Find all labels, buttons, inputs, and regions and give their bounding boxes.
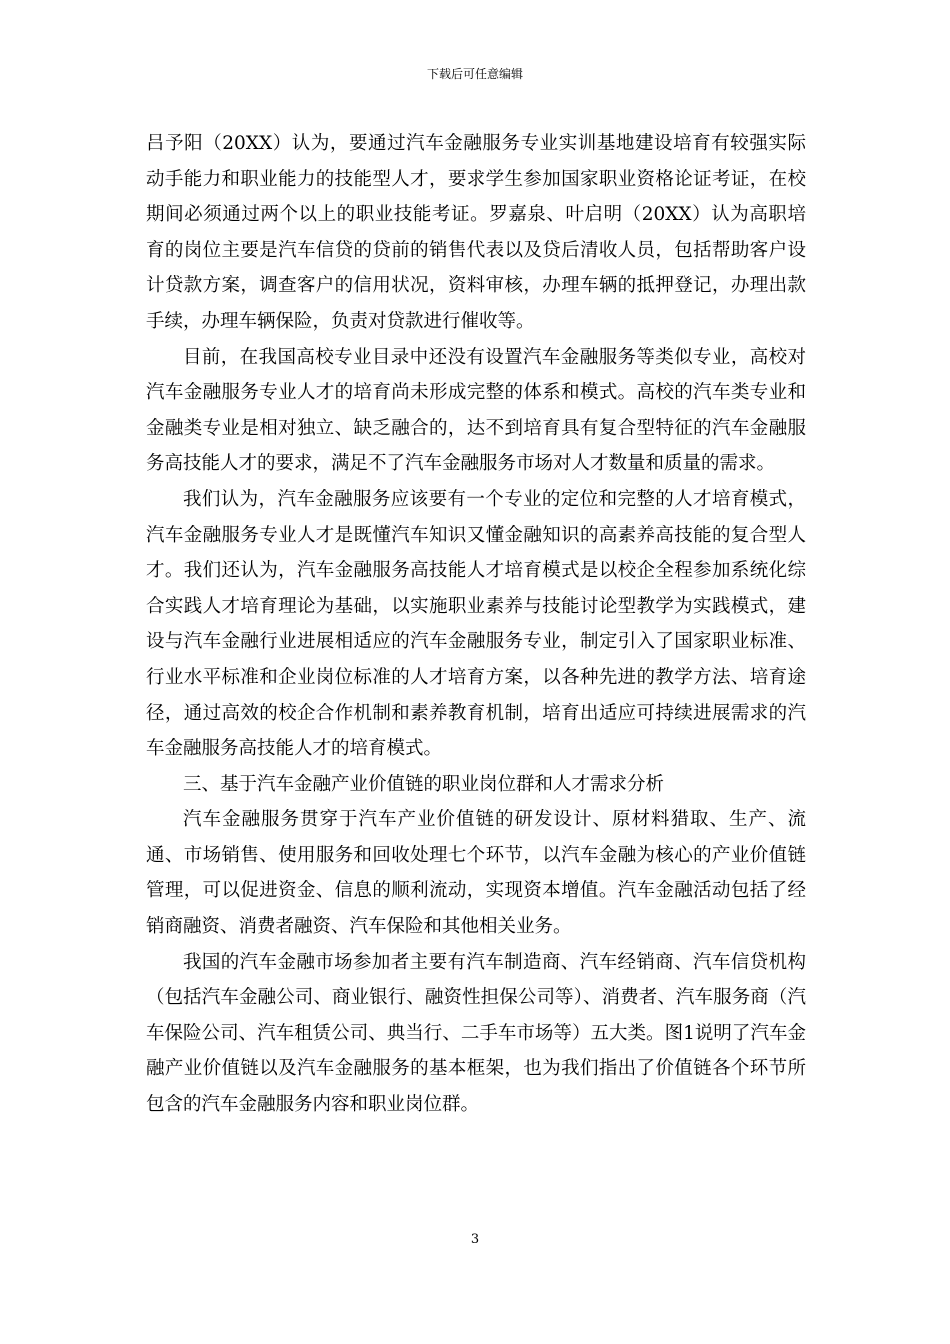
- paragraph: 我国的汽车金融市场参加者主要有汽车制造商、汽车经销商、汽车信贷机构（包括汽车金融公司、商业银行、融资性担保公司等）、消费者、汽车服务商（汽车保险公司、汽车租赁公司、典当行、二手车市场等）五大类。图1说明了汽车金融产业价值链以及汽车金融服务的基本框架，也为我们指出了价值链各个环节所包含的汽车金融服务内容和职业岗位群。: [146, 951, 806, 1116]
- page-number: 3: [470, 1232, 480, 1247]
- section-heading: 三、基于汽车金融产业价值链的职业岗位群和人才需求分析: [183, 773, 665, 795]
- paragraph: 我们认为，汽车金融服务应该要有一个专业的定位和完整的人才培育模式，汽车金融服务专业人才是既懂汽车知识又懂金融知识的高素养高技能的复合型人才。我们还认为，汽车金融服务高技能人才培育模式是以校企全程参加系统化综合实践人才培育理论为基础，以实施职业素养与技能讨论型教学为实践模式，建设与汽车金融行业进展相适应的汽车金融服务专业，制定引入了国家职业标准、行业水平标准和企业岗位标准的人才培育方案，以各种先进的教学方法、培育途径，通过高效的校企合作机制和素养教育机制，培育出适应可持续进展需求的汽车金融服务高技能人才的培育模式。: [146, 488, 806, 760]
- paragraph-continuation: 吕予阳（20XX）认为，要通过汽车金融服务专业实训基地建设培育有较强实际动手能力和职业能力的技能型人才，要求学生参加国家职业资格论证考证，在校期间必须通过两个以上的职业技能考证。罗嘉泉、叶启明（20XX）认为高职培育的岗位主要是汽车信贷的贷前的销售代表以及贷后清收人员，包括帮助客户设计贷款方案，调查客户的信用状况，资料审核，办理车辆的抵押登记，办理出款手续，办理车辆保险，负责对贷款进行催收等。: [146, 133, 806, 332]
- paragraph: 目前，在我国高校专业目录中还没有设置汽车金融服务等类似专业，高校对汽车金融服务专业人才的培育尚未形成完整的体系和模式。高校的汽车类专业和金融类专业是相对独立、缺乏融合的，达不到培育具有复合型特征的汽车金融服务高技能人才的要求，满足不了汽车金融服务市场对人才数量和质量的需求。: [146, 346, 806, 475]
- page-header: 下载后可任意编辑: [426, 67, 523, 81]
- document-body: [146, 126, 806, 1123]
- paragraph: 汽车金融服务贯穿于汽车产业价值链的研发设计、原材料猎取、生产、流通、市场销售、使用服务和回收处理七个环节，以汽车金融为核心的产业价值链管理，可以促进资金、信息的顺利流动，实现资本增值。汽车金融活动包括了经销商融资、消费者融资、汽车保险和其他相关业务。: [146, 809, 806, 938]
